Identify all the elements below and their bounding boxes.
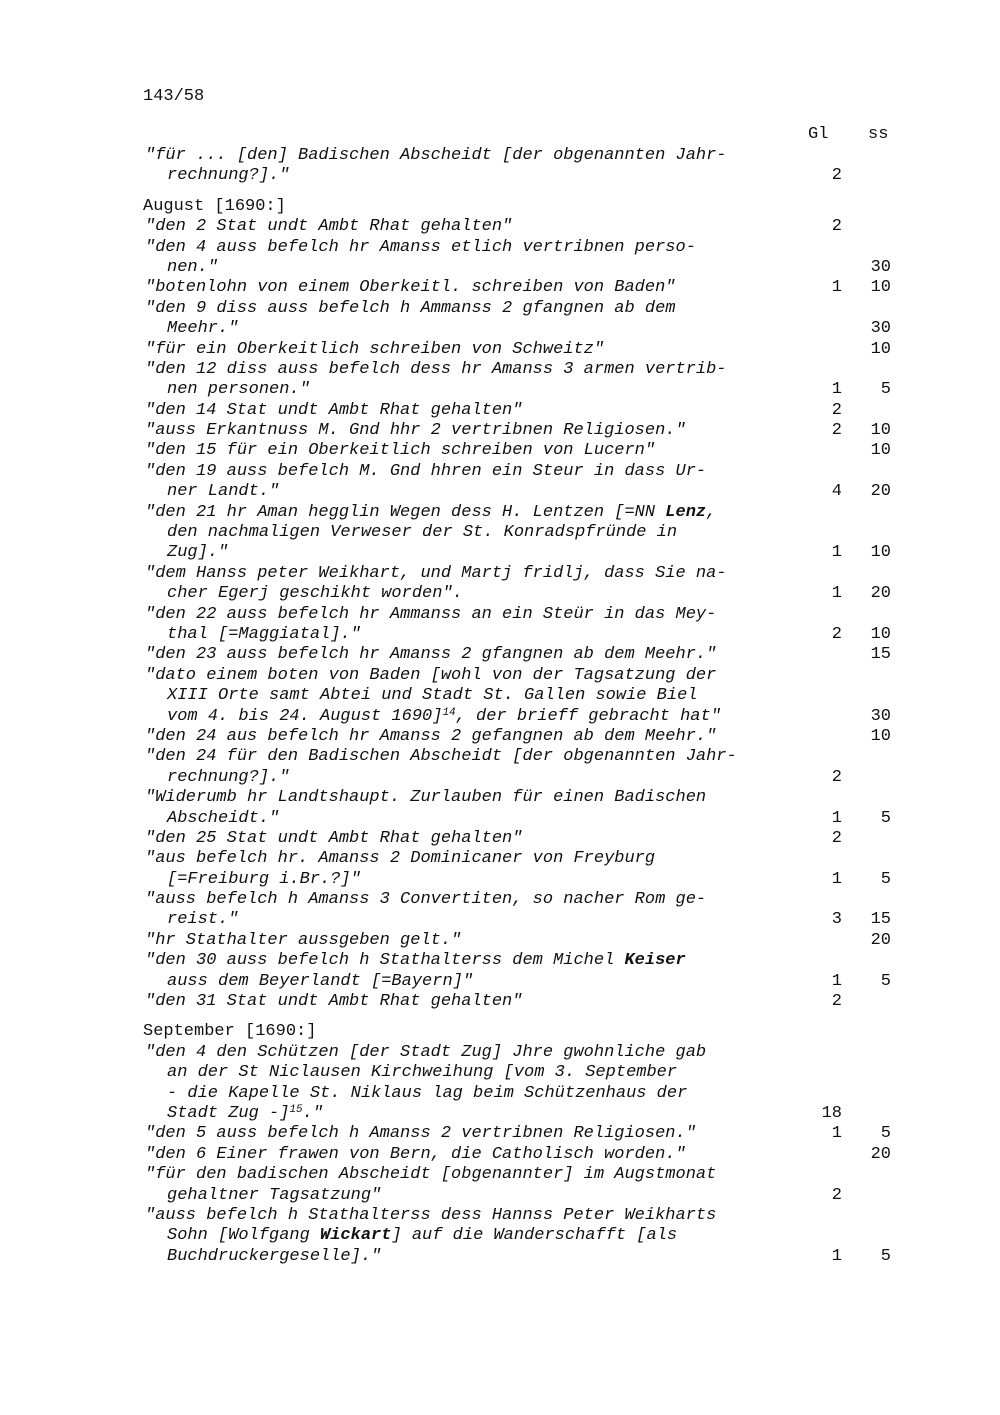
- entry-line: [0, 1063, 1000, 1083]
- amount-gulden: 3: [831, 910, 842, 930]
- entry-text-segment: "botenlohn von einem Oberkeitl. schreiben von Baden": [145, 278, 676, 298]
- entry-text: [167, 166, 289, 186]
- entry-line: [0, 1165, 1000, 1185]
- entry-text: [167, 1104, 323, 1124]
- amount-schilling: 10: [870, 543, 891, 563]
- entry-text: [145, 727, 716, 747]
- entry-text-segment: Sohn [Wolfgang: [167, 1226, 321, 1246]
- entry-text-segment: "den 5 auss befelch h Amanss 2 vertribnen Religiosen.": [145, 1124, 696, 1144]
- amount-schilling: 30: [870, 257, 891, 277]
- ledger-entry: [0, 645, 1000, 665]
- section-heading-text: September [1690:]: [143, 1022, 317, 1042]
- entry-text-segment: - die Kapelle St. Niklaus lag beim Schützenhaus der: [167, 1083, 688, 1103]
- entry-line: [0, 421, 1000, 441]
- entry-text-segment: , der brieff gebracht hat": [455, 706, 721, 726]
- amount-gulden: 2: [831, 828, 842, 848]
- amount-schilling: 5: [880, 1246, 891, 1266]
- amount-schilling: 10: [870, 726, 891, 746]
- entry-line: [0, 462, 1000, 482]
- section-spacer: [0, 187, 1000, 197]
- entry-text-segment: rechnung?].": [167, 767, 290, 787]
- entry-line: [0, 523, 1000, 543]
- entry-line: [0, 1084, 1000, 1104]
- ledger-entry: [0, 217, 1000, 237]
- entry-text-segment: "den 19 auss befelch M. Gnd hhren ein Steur in dass Ur-: [145, 461, 707, 481]
- ledger-entry: [0, 299, 1000, 340]
- entry-text: [167, 543, 228, 563]
- amount-schilling: 20: [870, 1144, 891, 1164]
- amount-schilling: 10: [870, 339, 891, 359]
- entry-text-segment: an der St Niclausen Kirchweihung [vom 3. September: [167, 1063, 678, 1083]
- entry-text-segment: "den 25 Stat undt Ambt Rhat gehalten": [145, 828, 523, 848]
- entry-text: [167, 523, 677, 543]
- ledger-entry: [0, 1124, 1000, 1144]
- ledger-entry: [0, 503, 1000, 564]
- entry-text: [167, 910, 238, 930]
- entry-text-segment: "den 30 auss befelch h Stathalterss dem Michel: [145, 951, 625, 971]
- entry-text: [145, 829, 522, 849]
- entry-text: [167, 1186, 381, 1206]
- entry-text-segment: cher Egerj geschikht worden".: [167, 584, 463, 604]
- entry-text-segment: "den 22 auss befelch hr Ammanss an ein Steür in das Mey-: [145, 604, 717, 624]
- amount-gulden: 1: [831, 971, 842, 991]
- highlighted-name: Wickart: [320, 1226, 392, 1246]
- ledger-entry: [0, 605, 1000, 646]
- ledger-entry: [0, 441, 1000, 461]
- entry-line: [0, 278, 1000, 298]
- amount-gulden: 18: [821, 1103, 842, 1123]
- entry-text-segment: rechnung?].": [167, 166, 290, 186]
- amount-schilling: 30: [870, 319, 891, 339]
- entry-line: [0, 1247, 1000, 1267]
- entry-text-segment: "dato einem boten von Baden [wohl von der Tagsatzung der: [145, 665, 717, 685]
- entry-text-segment: thal [=Maggiatal].": [167, 624, 361, 644]
- entry-text: [167, 482, 279, 502]
- ledger-entry: [0, 727, 1000, 747]
- entry-line: [0, 380, 1000, 400]
- entry-line: [0, 1186, 1000, 1206]
- entry-line: [0, 829, 1000, 849]
- ledger-entry: [0, 564, 1000, 605]
- entry-text-segment: "den 2 Stat undt Ambt Rhat gehalten": [145, 217, 513, 237]
- entry-text-segment: "den 24 für den Badischen Abscheidt [der obgenannten Jahr-: [145, 747, 737, 767]
- amount-gulden: 2: [831, 217, 842, 237]
- entry-line: [0, 564, 1000, 584]
- amount-schilling: 20: [870, 584, 891, 604]
- entry-line: [0, 340, 1000, 360]
- entry-text: [167, 768, 289, 788]
- entry-text: [167, 809, 279, 829]
- entry-text: [167, 319, 238, 339]
- entry-text-segment: Stadt Zug -]: [167, 1103, 290, 1123]
- ledger-entry: [0, 401, 1000, 421]
- entry-text-segment: "dem Hanss peter Weikhart, und Martj fridlj, dass Sie na-: [145, 563, 727, 583]
- entry-text: [145, 788, 706, 808]
- entry-line: [0, 972, 1000, 992]
- ledger-entry: [0, 890, 1000, 931]
- entry-text-segment: Zug].": [167, 543, 229, 563]
- amount-gulden: 1: [831, 808, 842, 828]
- amount-schilling: 10: [870, 278, 891, 298]
- entry-line: [0, 1226, 1000, 1246]
- entry-text: [167, 258, 218, 278]
- entry-text-segment: "den 24 aus befelch hr Amanss 2 gefangnen ab dem Meehr.": [145, 726, 717, 746]
- entry-text: [167, 707, 721, 727]
- entry-text: [145, 299, 676, 319]
- entry-text: [145, 146, 727, 166]
- amount-schilling: 20: [870, 930, 891, 950]
- ledger-entry: [0, 666, 1000, 727]
- amount-gulden: 1: [831, 584, 842, 604]
- ledger-entry: [0, 931, 1000, 951]
- entry-text-segment: "den 21 hr Aman hegglin Wegen dess H. Lentzen [=NN: [145, 502, 666, 522]
- ledger-entry: [0, 146, 1000, 187]
- amount-gulden: 1: [831, 380, 842, 400]
- entry-text: [145, 1145, 686, 1165]
- entry-text: [145, 1124, 696, 1144]
- ledger-entry: [0, 1145, 1000, 1165]
- entry-text: [145, 931, 461, 951]
- entry-line: [0, 849, 1000, 869]
- entry-text-segment: "den 4 auss befelch hr Amanss etlich vertribnen perso-: [145, 237, 696, 257]
- entry-text-segment: "den 14 Stat undt Ambt Rhat gehalten": [145, 400, 523, 420]
- entry-text: [145, 747, 737, 767]
- amount-gulden: 2: [831, 992, 842, 1012]
- ledger-entry: [0, 1165, 1000, 1206]
- amount-schilling: 30: [870, 706, 891, 726]
- ledger-entry: [0, 360, 1000, 401]
- entry-text: [145, 462, 706, 482]
- entry-line: [0, 992, 1000, 1012]
- entry-line: [0, 870, 1000, 890]
- entry-text: [167, 1226, 677, 1246]
- entry-text-segment: [=Freiburg i.Br.?]": [167, 869, 361, 889]
- entry-line: [0, 503, 1000, 523]
- entry-text-segment: "für ein Oberkeitlich schreiben von Schweitz": [145, 339, 605, 359]
- amount-schilling: 20: [870, 482, 891, 502]
- entry-text: [145, 441, 655, 461]
- entry-text-segment: XIII Orte samt Abtei und Stadt St. Gallen sowie Biel: [167, 686, 698, 706]
- entry-text-segment: "aus befelch hr. Amanss 2 Dominicaner von Freyburg: [145, 849, 656, 869]
- entry-line: [0, 666, 1000, 686]
- entry-text: [145, 1165, 716, 1185]
- entry-line: [0, 1206, 1000, 1226]
- entry-text-segment: Abscheidt.": [167, 808, 280, 828]
- entry-text: [145, 217, 512, 237]
- amount-gulden: 4: [831, 482, 842, 502]
- entry-text: [145, 666, 716, 686]
- entry-line: [0, 1043, 1000, 1063]
- ledger-entry: [0, 747, 1000, 788]
- entry-text-segment: "den 23 auss befelch hr Amanss 2 gfangnen ab dem Meehr.": [145, 645, 717, 665]
- entry-line: [0, 441, 1000, 461]
- amount-schilling: 10: [870, 421, 891, 441]
- ledger-entry: [0, 788, 1000, 829]
- amount-gulden: 1: [831, 1124, 842, 1144]
- ledger-entry: [0, 1043, 1000, 1125]
- entry-text-segment: auss dem Beyerlandt [=Bayern]": [167, 971, 474, 991]
- entry-line: [0, 584, 1000, 604]
- amount-gulden: 1: [831, 543, 842, 563]
- entry-text: [145, 278, 676, 298]
- entry-line: [0, 217, 1000, 237]
- ledger-entry: [0, 849, 1000, 890]
- entry-line: [0, 319, 1000, 339]
- page-number: 143/58: [143, 87, 205, 106]
- entry-text: [145, 340, 604, 360]
- entry-text-segment: "Widerumb hr Landtshaupt. Zurlauben für einen Badischen: [145, 788, 707, 808]
- entry-text-segment: "auss befelch h Stathalterss dess Hannss Peter Weikharts: [145, 1205, 717, 1225]
- entry-text-segment: "den 31 Stat undt Ambt Rhat gehalten": [145, 992, 523, 1012]
- amount-gulden: 2: [831, 1185, 842, 1205]
- amount-gulden: 2: [831, 400, 842, 420]
- entry-text: [145, 992, 522, 1012]
- entry-line: [0, 707, 1000, 727]
- entry-line: [0, 401, 1000, 421]
- entry-text: [145, 360, 727, 380]
- entry-text-segment: den nachmaligen Verweser der St. Konradspfründe in: [167, 523, 678, 543]
- highlighted-name: Keiser: [624, 951, 686, 971]
- amount-gulden: 1: [831, 278, 842, 298]
- entry-text-segment: nen.": [167, 257, 219, 277]
- amount-gulden: 2: [831, 767, 842, 787]
- entry-text: [167, 380, 310, 400]
- entry-line: [0, 1145, 1000, 1165]
- entry-line: [0, 890, 1000, 910]
- amount-schilling: 15: [870, 645, 891, 665]
- amount-gulden: 2: [831, 421, 842, 441]
- entry-line: [0, 605, 1000, 625]
- entry-text-segment: "für den badischen Abscheidt [obgenannter] im Augstmonat: [145, 1165, 717, 1185]
- entry-text-segment: Meehr.": [167, 319, 239, 339]
- entry-text-segment: "den 12 diss auss befelch dess hr Amanss 3 armen vertrib-: [145, 359, 727, 379]
- ledger-entry: [0, 421, 1000, 441]
- account-entries: [0, 146, 1000, 1267]
- entry-text-segment: "den 9 diss auss befelch h Ammanss 2 gfangnen ab dem: [145, 298, 676, 318]
- entry-text: [167, 1084, 687, 1104]
- entry-line: [0, 238, 1000, 258]
- entry-text: [145, 503, 716, 523]
- amount-gulden: 1: [831, 1246, 842, 1266]
- entry-line: [0, 1124, 1000, 1144]
- entry-line: [0, 299, 1000, 319]
- ledger-entry: [0, 992, 1000, 1012]
- entry-text-segment: "auss Erkantnuss M. Gnd hhr 2 vertribnen Religiosen.": [145, 421, 686, 441]
- entry-text: [167, 972, 473, 992]
- column-header-ss: ss: [868, 125, 889, 144]
- amount-gulden: 2: [831, 624, 842, 644]
- highlighted-name: Lenz: [665, 502, 707, 522]
- entry-text-segment: "auss befelch h Amanss 3 Convertiten, so nacher Rom ge-: [145, 890, 707, 910]
- entry-text: [167, 584, 463, 604]
- entry-text: [145, 1206, 716, 1226]
- ledger-entry: [0, 951, 1000, 992]
- entry-text-segment: reist.": [167, 910, 239, 930]
- ledger-entry: [0, 462, 1000, 503]
- entry-line: [0, 727, 1000, 747]
- entry-text-segment: ner Landt.": [167, 482, 280, 502]
- amount-gulden: 2: [831, 166, 842, 186]
- ledger-entry: [0, 238, 1000, 279]
- entry-text: [167, 625, 361, 645]
- entry-text: [145, 401, 522, 421]
- entry-text-segment: "für ... [den] Badischen Abscheidt [der obgenannten Jahr-: [145, 146, 727, 165]
- ledger-entry: [0, 829, 1000, 849]
- column-header-gl: Gl: [808, 125, 829, 144]
- entry-text: [145, 1043, 706, 1063]
- entry-text-segment: "den 15 für ein Oberkeitlich schreiben von Lucern": [145, 441, 656, 461]
- entry-line: [0, 1104, 1000, 1124]
- entry-text-segment: nen personen.": [167, 380, 310, 400]
- amount-schilling: 10: [870, 441, 891, 461]
- entry-line: [0, 809, 1000, 829]
- section-spacer: [0, 1012, 1000, 1022]
- entry-text: [167, 686, 698, 706]
- entry-line: [0, 645, 1000, 665]
- entry-text-segment: .": [302, 1103, 324, 1123]
- entry-line: [0, 788, 1000, 808]
- ledger-entry: [0, 340, 1000, 360]
- entry-text: [145, 605, 716, 625]
- entry-text: [145, 645, 716, 665]
- entry-line: [0, 543, 1000, 563]
- entry-text: [145, 890, 706, 910]
- entry-text: [145, 238, 696, 258]
- entry-text-segment: ] auf die Wanderschafft [als: [391, 1226, 678, 1246]
- amount-schilling: 10: [870, 624, 891, 644]
- amount-schilling: 5: [880, 971, 891, 991]
- entry-text-segment: "hr Stathalter aussgeben gelt.": [145, 930, 462, 950]
- entry-text-segment: "den 4 den Schützen [der Stadt Zug] Jhre gwohnliche gab: [145, 1042, 707, 1062]
- entry-text-segment: Buchdruckergeselle].": [167, 1246, 382, 1266]
- entry-line: [0, 482, 1000, 502]
- amount-schilling: 5: [880, 1124, 891, 1144]
- amount-schilling: 5: [880, 808, 891, 828]
- entry-line: [0, 625, 1000, 645]
- entry-line: [0, 258, 1000, 278]
- section-heading: [0, 197, 1000, 217]
- entry-text-segment: vom 4. bis 24. August 1690]: [167, 706, 443, 726]
- entry-line: [0, 166, 1000, 186]
- entry-text: [167, 1247, 381, 1267]
- entry-line: [0, 910, 1000, 930]
- entry-text: [167, 870, 361, 890]
- ledger-entry: [0, 278, 1000, 298]
- entry-text-segment: ,: [706, 502, 717, 522]
- entry-text: [145, 951, 686, 971]
- entry-text: [145, 849, 655, 869]
- entry-line: [0, 768, 1000, 788]
- entry-line: [0, 686, 1000, 706]
- entry-text-segment: gehaltner Tagsatzung": [167, 1185, 382, 1205]
- entry-text: [145, 421, 686, 441]
- section-heading: [0, 1022, 1000, 1042]
- amount-schilling: 5: [880, 380, 891, 400]
- footnote-marker: 15: [289, 1103, 303, 1116]
- entry-line: [0, 360, 1000, 380]
- section-heading-text: August [1690:]: [143, 196, 286, 216]
- entry-line: [0, 931, 1000, 951]
- amount-schilling: 5: [880, 869, 891, 889]
- footnote-marker: 14: [442, 706, 456, 719]
- amount-schilling: 15: [870, 910, 891, 930]
- entry-line: [0, 747, 1000, 767]
- amount-gulden: 1: [831, 869, 842, 889]
- entry-line: [0, 146, 1000, 166]
- ledger-entry: [0, 1206, 1000, 1267]
- entry-text: [167, 1063, 677, 1083]
- entry-text: [145, 564, 727, 584]
- entry-text-segment: "den 6 Einer frawen von Bern, die Catholisch worden.": [145, 1144, 686, 1164]
- entry-line: [0, 951, 1000, 971]
